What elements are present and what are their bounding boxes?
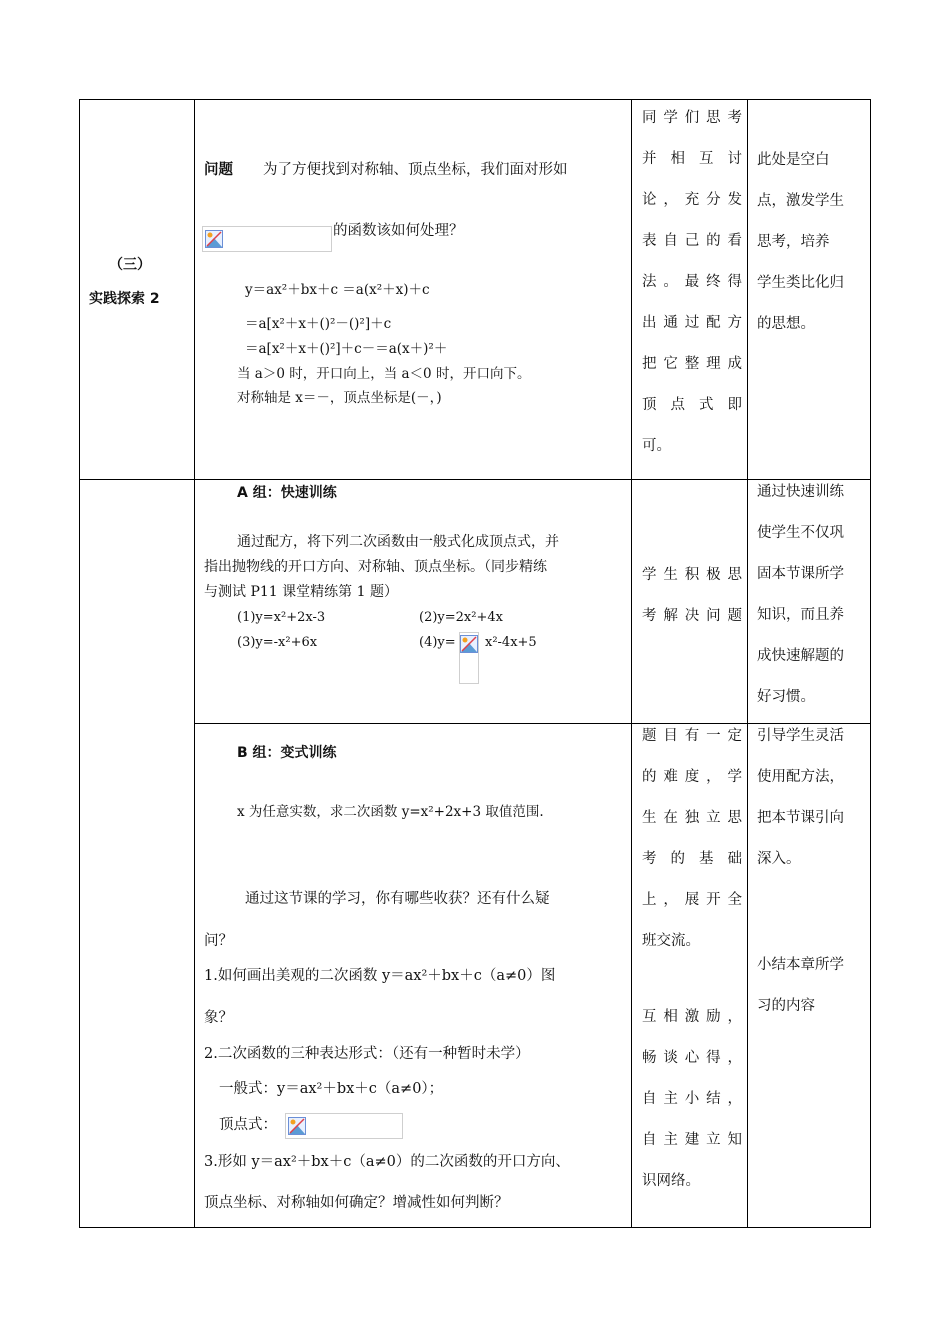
design-intent-3: 引导学生灵活 使用配方法， 把本节课引向 深入。 小结本章所学 习的内容: [757, 728, 844, 1014]
equation-line-3: ＝a[x²＋x＋()²]＋c－＝a(x＋)²＋: [245, 341, 448, 357]
broken-image-icon: [205, 230, 223, 248]
exercise-3: (3)y=-x²+6x: [237, 635, 318, 650]
equation-line-1: y＝ax²＋bx＋c ＝a(x²＋x)＋c: [245, 282, 430, 298]
group-a-paragraph-3: 与测试 P11 课堂精练第 1 题）: [204, 584, 398, 600]
summary-line-2: 问？: [204, 933, 233, 949]
col-divider-2: [631, 99, 632, 1228]
group-b-question: x 为任意实数，求二次函数 y=x²+2x+3 取值范围.: [237, 804, 544, 820]
group-a-paragraph-1: 通过配方，将下列二次函数由一般式化成顶点式，并: [237, 534, 559, 550]
section-title: 实践探索 2: [89, 291, 160, 307]
student-activity-3: 题目有一定 的难度，学 生在独立思 考 的 基 础 上，展开全 班交流。 互相激励， 畅谈心得， 自主小结， 自主建立知 识网络。: [642, 728, 742, 1189]
question-label: 问题: [204, 162, 233, 178]
group-b-title: B 组：变式训练: [237, 745, 337, 761]
vertex-form-image-placeholder: [285, 1113, 403, 1139]
equation-line-5: 对称轴是 x＝－，顶点坐标是(－，): [237, 390, 442, 406]
fraction-image-placeholder: [459, 632, 479, 684]
summary-line-4: 象？: [204, 1010, 233, 1026]
equation-line-2: ＝a[x²＋x＋()²－()²]＋c: [245, 316, 392, 332]
summary-line-8: 3.形如 y＝ax²＋bx＋c（a≠0）的二次函数的开口方向、: [204, 1154, 570, 1170]
design-intent-2: 通过快速训练 使学生不仅巩 固本节课所学 知识，而且养 成快速解题的 好习惯。: [757, 484, 844, 705]
question-text: 为了方便找到对称轴、顶点坐标，我们面对形如: [263, 162, 568, 178]
question-text-continued: 的函数该如何处理？: [333, 223, 464, 239]
student-activity-1: 同学们思考 并 相 互 讨 论，充分发 表自己的看 法。最终得 出通过配方 把它整理成 顶 点 式 即 可。: [642, 110, 742, 454]
group-a-paragraph-2: 指出抛物线的开口方向、对称轴、顶点坐标。（同步精练: [204, 559, 547, 575]
summary-line-3: 1.如何画出美观的二次函数 y＝ax²＋bx＋c（a≠0）图: [204, 968, 556, 984]
summary-line-9: 顶点坐标、对称轴如何确定？增减性如何判断？: [204, 1195, 509, 1211]
summary-line-6: 一般式：y＝ax²＋bx＋c（a≠0）；: [219, 1081, 444, 1097]
summary-line-7: 顶点式：: [219, 1117, 277, 1133]
group-a-title: A 组：快速训练: [237, 485, 337, 501]
broken-image-icon: [460, 635, 478, 653]
equation-line-4: 当 a＞0 时，开口向上，当 a＜0 时，开口向下。: [237, 366, 531, 382]
exercise-4-prefix: (4)y=: [419, 635, 456, 650]
student-activity-2: 学生积极思 考解决问题: [642, 567, 742, 624]
section-label: （三）: [109, 257, 151, 273]
summary-line-5: 2.二次函数的三种表达形式：（还有一种暂时未学）: [204, 1046, 530, 1062]
exercise-2: (2)y=2x²+4x: [419, 610, 503, 625]
summary-line-1: 通过这节课的学习，你有哪些收获？还有什么疑: [245, 891, 550, 907]
broken-image-icon: [288, 1117, 306, 1135]
design-intent-1: 此处是空白 点，激发学生 思考，培养 学生类比化归 的思想。: [757, 152, 844, 332]
formula-image-placeholder: [202, 226, 332, 252]
col-divider-1: [194, 99, 195, 1228]
exercise-4-suffix: x²-4x+5: [485, 635, 537, 650]
col-divider-3: [747, 99, 748, 1228]
row-divider-1: [79, 479, 871, 480]
exercise-1: (1)y=x²+2x-3: [237, 610, 326, 625]
